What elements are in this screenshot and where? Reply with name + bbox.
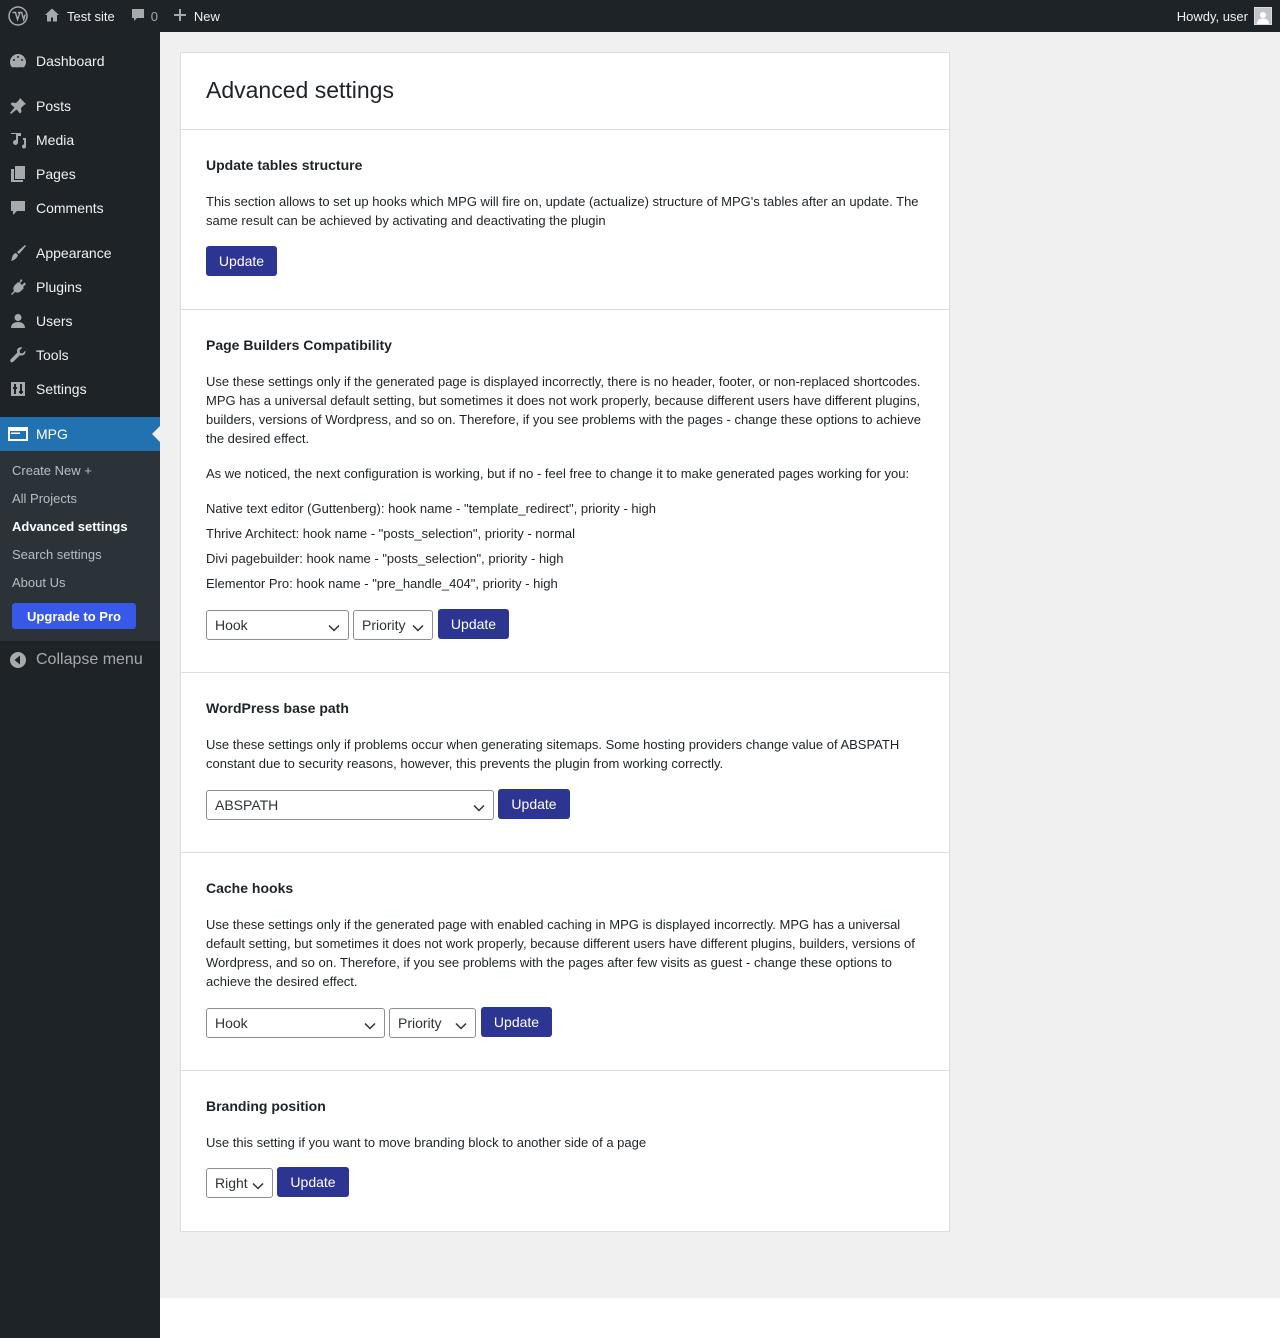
section-description: Use these settings only if the generated page with enabled caching in MPG is displayed incorrectly. MPG has a universal default setting, but sometimes it does not work properly, because different users have different plugins, builders, versions of Wordpress, and so on. Therefore, if you see problems with the pages after few visits as guest - change these options to achieve the desired effect. [206,917,915,989]
upgrade-to-pro-button[interactable]: Upgrade to Pro [12,603,136,629]
update-page-builders-button[interactable]: Update [438,609,509,639]
chevron-down-icon [252,1178,264,1194]
admin-sidebar [0,32,160,1338]
collapse-menu-button[interactable] [0,643,160,677]
chevron-down-icon [412,620,424,636]
pushpin-icon [0,97,36,115]
cache-priority-select-value: Priority [398,1015,442,1031]
site-name-label: Test site [67,8,115,24]
hook-select[interactable] [206,610,349,640]
priority-select-value: Priority [362,617,406,633]
dashboard-icon [0,52,36,70]
config-line: Elementor Pro: hook name - "pre_handle_404", priority - high [206,576,558,591]
section-note: As we noticed, the next configuration is working, but if no - feel free to change it to make generated pages working for you: [206,466,910,481]
sidebar-item-pages[interactable] [0,157,160,191]
current-menu-arrow [152,426,160,442]
sidebar-item-comments[interactable] [0,191,160,225]
base-path-select[interactable] [206,790,494,820]
settings-icon [0,380,36,398]
section-title: Update tables structure [206,157,363,173]
wrench-icon [0,346,36,364]
pages-icon [0,165,36,183]
config-line: Native text editor (Guttenberg): hook name - "template_redirect", priority - high [206,501,656,516]
sidebar-item-media[interactable] [0,123,160,157]
submenu-item-about-us[interactable]: About Us [12,575,66,590]
plugin-icon [0,278,36,296]
section-description: Use these settings only if the generated page is displayed incorrectly, there is no header, footer, or non-replaced shortcodes. MPG has a universal default setting, but sometimes it does not work properly, because different users have different plugins, builders, versions of Wordpress, and so on. Therefore, if you see problems with the pages - change these options to achieve the desired effect. [206,374,921,446]
config-line: Divi pagebuilder: hook name - "posts_selection", priority - high [206,551,564,566]
branding-position-select[interactable] [206,1168,273,1198]
paintbrush-icon [0,244,36,262]
page-title: Advanced settings [206,77,394,103]
sidebar-item-label: Media [36,132,75,148]
chevron-down-icon [328,620,340,636]
cache-hook-select-value: Hook [215,1015,248,1031]
site-name-link[interactable] [36,0,123,32]
collapse-menu-label: Collapse menu [36,651,143,668]
sidebar-item-mpg[interactable] [0,417,160,451]
sidebar-item-label: Posts [36,98,72,114]
update-base-path-button[interactable]: Update [498,789,570,819]
sidebar-item-label: Plugins [36,279,82,295]
submenu-item-create-new[interactable]: Create New + [12,463,92,478]
sidebar-item-label: MPG [36,426,68,442]
config-line: Thrive Architect: hook name - "posts_selection", priority - normal [206,526,576,541]
settings-panel [180,52,950,1232]
priority-select[interactable] [353,610,433,640]
comments-link[interactable] [123,0,166,32]
sidebar-item-dashboard[interactable] [0,44,160,78]
section-title: WordPress base path [206,700,349,716]
sidebar-item-label: Appearance [36,245,112,261]
new-label: New [193,8,220,24]
section-title: Cache hooks [206,880,294,896]
media-icon [0,131,36,149]
sidebar-item-label: Tools [36,347,69,363]
section-description: This section allows to set up hooks which MPG will fire on, update (actualize) structure of MPG's tables after an update. The same result can be achieved by activating and deactivating the plugin [206,194,919,228]
hook-select-value: Hook [215,617,248,633]
base-path-section [181,673,949,853]
update-tables-button[interactable]: Update [206,246,277,276]
howdy-label: Howdy, user [1176,8,1248,24]
sidebar-item-users[interactable] [0,304,160,338]
collapse-arrow-icon [0,651,36,669]
section-description: Use this setting if you want to move branding block to another side of a page [206,1135,647,1150]
cache-hooks-section [181,853,949,1071]
window-icon [0,425,36,443]
sidebar-item-label: Comments [36,200,104,216]
comment-icon [131,8,151,25]
section-title: Page Builders Compatibility [206,337,392,353]
update-cache-hooks-button[interactable]: Update [481,1007,552,1037]
new-content-link[interactable] [166,0,228,32]
home-icon [44,7,67,26]
sidebar-item-label: Users [36,313,73,329]
branding-section [181,1071,949,1231]
sidebar-item-appearance[interactable] [0,236,160,270]
admin-bar [0,0,1280,32]
chevron-down-icon [364,1018,376,1034]
sidebar-item-tools[interactable] [0,338,160,372]
update-tables-section [181,130,949,310]
comment-icon [0,199,36,217]
panel-header [181,53,949,130]
wordpress-logo-icon[interactable] [0,0,36,32]
cache-priority-select[interactable] [389,1008,476,1038]
update-branding-button[interactable]: Update [277,1167,349,1197]
sidebar-item-plugins[interactable] [0,270,160,304]
sidebar-item-label: Settings [36,381,87,397]
submenu-item-all-projects[interactable]: All Projects [12,491,78,506]
sidebar-item-settings[interactable] [0,372,160,406]
section-description: Use these settings only if problems occur when generating sitemaps. Some hosting providers change value of ABSPATH constant due to security reasons, however, this prevents the plugin from working correctly. [206,737,900,771]
branding-position-select-value: Right [215,1175,248,1191]
cache-hook-select[interactable] [206,1008,385,1038]
mpg-submenu [0,451,160,641]
section-title: Branding position [206,1098,326,1114]
page-builders-section [181,310,949,673]
sidebar-item-posts[interactable] [0,89,160,123]
sidebar-item-label: Dashboard [36,53,105,69]
chevron-down-icon [473,800,485,816]
plus-icon [174,9,194,24]
users-icon [0,312,36,330]
submenu-item-advanced-settings[interactable]: Advanced settings [12,519,128,534]
sidebar-item-label: Pages [36,166,76,182]
my-account-link[interactable] [1169,0,1280,32]
comments-count: 0 [150,8,158,24]
submenu-item-search-settings[interactable]: Search settings [12,547,102,562]
avatar [1254,7,1272,25]
base-path-select-value: ABSPATH [215,797,279,813]
chevron-down-icon [455,1018,467,1034]
